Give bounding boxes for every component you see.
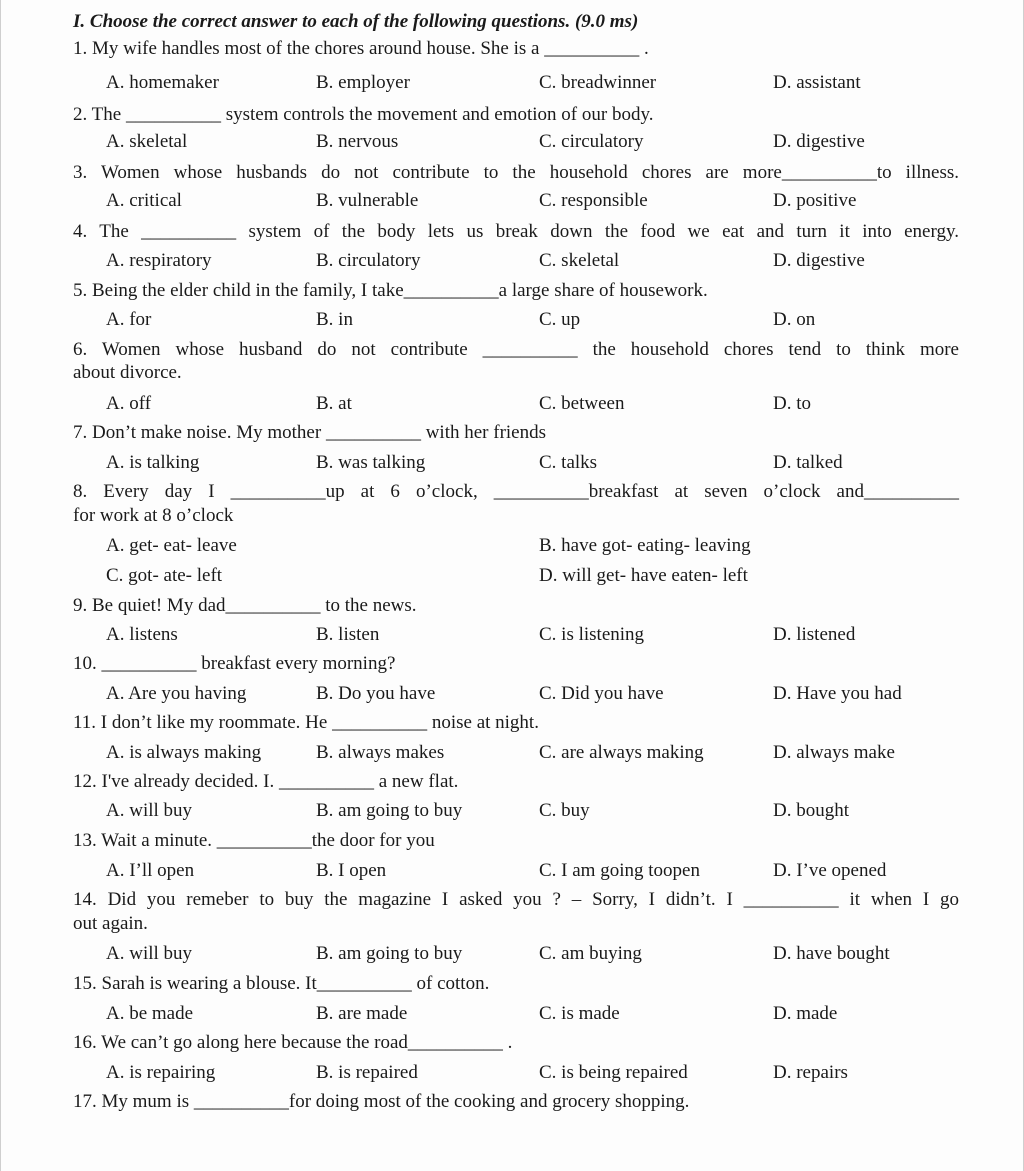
question-14-text: 14. Did you remeber to buy the magazine I asked you ? – Sorry, I didn’t. I __________ it when I go <box>73 889 959 910</box>
question-4-option-b[interactable]: B. circulatory <box>316 250 421 271</box>
question-1-option-c[interactable]: C. breadwinner <box>539 72 657 93</box>
question-16-text: 16. We can’t go along here because the road__________ . <box>73 1032 513 1053</box>
question-2-option-c[interactable]: C. circulatory <box>539 131 644 152</box>
question-8-option-a[interactable]: A. get- eat- leave <box>106 535 237 556</box>
question-8-text: 8. Every day I __________up at 6 o’clock, __________breakfast at seven o’clock and__________ <box>73 481 959 502</box>
question-14-option-d[interactable]: D. have bought <box>773 943 890 964</box>
question-12-option-c[interactable]: C. buy <box>539 800 590 821</box>
question-3-option-d[interactable]: D. positive <box>773 190 857 211</box>
question-15-option-b[interactable]: B. are made <box>316 1003 408 1024</box>
question-14-option-b[interactable]: B. am going to buy <box>316 943 463 964</box>
question-11-option-a[interactable]: A. is always making <box>106 742 262 763</box>
question-13-option-b[interactable]: B. I open <box>316 860 387 881</box>
question-4-option-c[interactable]: C. skeletal <box>539 250 620 271</box>
question-14-option-c[interactable]: C. am buying <box>539 943 642 964</box>
question-11-option-c[interactable]: C. are always making <box>539 742 704 763</box>
question-1-option-a[interactable]: A. homemaker <box>106 72 219 93</box>
question-11-option-d[interactable]: D. always make <box>773 742 895 763</box>
question-12-text: 12. I've already decided. I. __________ a new flat. <box>73 771 459 792</box>
section-title: I. Choose the correct answer to each of the following questions. (9.0 ms) <box>73 11 639 32</box>
question-1-option-b[interactable]: B. employer <box>316 72 410 93</box>
question-5-option-a[interactable]: A. for <box>106 309 152 330</box>
question-12-option-d[interactable]: D. bought <box>773 800 849 821</box>
question-6-text: 6. Women whose husband do not contribute __________ the household chores tend to think more <box>73 339 959 360</box>
question-5-option-d[interactable]: D. on <box>773 309 816 330</box>
question-13-option-c[interactable]: C. I am going toopen <box>539 860 700 881</box>
question-4-text: 4. The __________ system of the body lets us break down the food we eat and turn it into energy. <box>73 221 959 242</box>
question-8-option-c[interactable]: C. got- ate- left <box>106 565 223 586</box>
question-2-option-a[interactable]: A. skeletal <box>106 131 188 152</box>
question-5-text: 5. Being the elder child in the family, I take__________a large share of housework. <box>73 280 708 301</box>
question-15-option-a[interactable]: A. be made <box>106 1003 194 1024</box>
question-3-option-a[interactable]: A. critical <box>106 190 182 211</box>
question-12-option-b[interactable]: B. am going to buy <box>316 800 463 821</box>
question-6-option-b[interactable]: B. at <box>316 393 352 414</box>
question-15-option-d[interactable]: D. made <box>773 1003 838 1024</box>
question-10-text: 10. __________ breakfast every morning? <box>73 653 396 674</box>
question-10-option-a[interactable]: A. Are you having <box>106 683 247 704</box>
question-11-option-b[interactable]: B. always makes <box>316 742 445 763</box>
question-14-text-continued: out again. <box>73 913 148 934</box>
question-13-option-d[interactable]: D. I’ve opened <box>773 860 887 881</box>
question-8-text-continued: for work at 8 o’clock <box>73 505 234 526</box>
question-17-text: 17. My mum is __________for doing most of the cooking and grocery shopping. <box>73 1091 690 1112</box>
question-2-text: 2. The __________ system controls the movement and emotion of our body. <box>73 104 654 125</box>
question-7-option-d[interactable]: D. talked <box>773 452 843 473</box>
question-6-option-c[interactable]: C. between <box>539 393 625 414</box>
question-2-option-b[interactable]: B. nervous <box>316 131 399 152</box>
question-10-option-c[interactable]: C. Did you have <box>539 683 664 704</box>
question-5-option-b[interactable]: B. in <box>316 309 353 330</box>
question-6-option-a[interactable]: A. off <box>106 393 152 414</box>
question-1-text: 1. My wife handles most of the chores around house. She is a __________ . <box>73 38 649 59</box>
question-16-option-a[interactable]: A. is repairing <box>106 1062 216 1083</box>
question-15-text: 15. Sarah is wearing a blouse. It__________ of cotton. <box>73 973 490 994</box>
question-16-option-c[interactable]: C. is being repaired <box>539 1062 688 1083</box>
question-6-option-d[interactable]: D. to <box>773 393 811 414</box>
question-13-text: 13. Wait a minute. __________the door for you <box>73 830 435 851</box>
question-5-option-c[interactable]: C. up <box>539 309 581 330</box>
question-3-option-b[interactable]: B. vulnerable <box>316 190 419 211</box>
question-12-option-a[interactable]: A. will buy <box>106 800 193 821</box>
question-4-option-d[interactable]: D. digestive <box>773 250 865 271</box>
question-1-option-d[interactable]: D. assistant <box>773 72 861 93</box>
question-9-option-a[interactable]: A. listens <box>106 624 178 645</box>
question-2-option-d[interactable]: D. digestive <box>773 131 865 152</box>
question-15-option-c[interactable]: C. is made <box>539 1003 620 1024</box>
question-6-text-continued: about divorce. <box>73 362 182 383</box>
question-7-text: 7. Don’t make noise. My mother __________ with her friends <box>73 422 546 443</box>
question-8-option-b[interactable]: B. have got- eating- leaving <box>539 535 751 556</box>
question-13-option-a[interactable]: A. I’ll open <box>106 860 195 881</box>
question-9-text: 9. Be quiet! My dad__________ to the news. <box>73 595 417 616</box>
question-3-text: 3. Women whose husbands do not contribute to the household chores are more__________to illness. <box>73 162 959 183</box>
question-9-option-c[interactable]: C. is listening <box>539 624 645 645</box>
question-9-option-d[interactable]: D. listened <box>773 624 856 645</box>
question-10-option-b[interactable]: B. Do you have <box>316 683 436 704</box>
question-7-option-c[interactable]: C. talks <box>539 452 598 473</box>
question-8-option-d[interactable]: D. will get- have eaten- left <box>539 565 748 586</box>
question-3-option-c[interactable]: C. responsible <box>539 190 648 211</box>
question-14-option-a[interactable]: A. will buy <box>106 943 193 964</box>
question-10-option-d[interactable]: D. Have you had <box>773 683 902 704</box>
question-4-option-a[interactable]: A. respiratory <box>106 250 212 271</box>
question-7-option-b[interactable]: B. was talking <box>316 452 426 473</box>
question-16-option-d[interactable]: D. repairs <box>773 1062 848 1083</box>
question-16-option-b[interactable]: B. is repaired <box>316 1062 418 1083</box>
question-9-option-b[interactable]: B. listen <box>316 624 380 645</box>
question-11-text: 11. I don’t like my roommate. He __________ noise at night. <box>73 712 539 733</box>
question-7-option-a[interactable]: A. is talking <box>106 452 200 473</box>
